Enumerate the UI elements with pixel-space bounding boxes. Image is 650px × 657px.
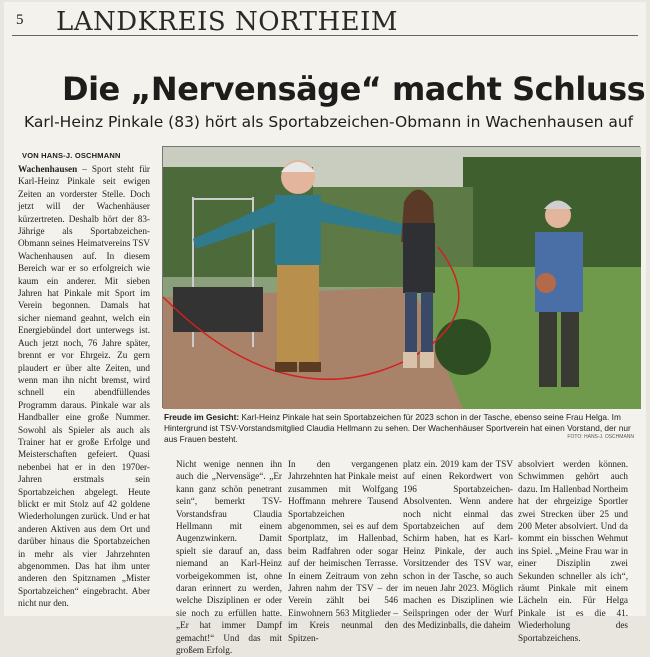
page-header	[12, 6, 638, 36]
caption-text: Karl-Heinz Pinkale hat sein Sportabzeichen für 2023 schon in der Tasche, ebenso seine Frau Helga. Im Hintergrund ist TSV-Vorstandsmitglied Claudia Hellmann zu sehen. Der Wachenhäuser Sportverein hat einen Vorstand, der nur aus Frauen besteht.	[164, 412, 631, 444]
article-headline: Die „Nervensäge“ macht Schluss	[62, 70, 646, 108]
photo-caption	[164, 412, 634, 445]
article-column-5: absolviert werden können. Schwimmen gehört auch dazu. Im Hallenbad Northeim hat der ehrgeizige Sportler zwei Strecken über 25 und 200 Meter absolviert. Und da kommt ein bisschen Wehmut ins Spiel. „Meine Frau war in einer Disziplin zwei Sekunden schneller als ich“, räumt Pinkale mit einem Lächeln ein. Für Helga Pinkale ist es die 41. Wiederholung des Sportabzeichens.	[518, 459, 628, 643]
article-subheadline: Karl-Heinz Pinkale (83) hört als Sportabzeichen-Obmann in Wachenhausen auf	[24, 113, 634, 131]
newspaper-page	[4, 2, 646, 656]
article-column-1	[18, 163, 150, 609]
column-1-text: – Sport steht für Karl-Heinz Pinkale seit ewigen Zeiten an vorderster Stelle. Doch jetzt will der Wachenhäuser kürzertreten. Deshalb hört der 83-Jährige als Sportabzeichen-Obmann seines Heimatvereins TSV Wachenhausen auf. In diesem Bereich war er so erfolgreich wie kaum ein anderer. Mit sieben Jahren hat Pinkale mit Sport im Verein begonnen. Damals hat sicher niemand geahnt, welch ein Energiebündel dort unterwegs ist. Auch jetzt noch, 76 Jahre später, brennt er vor Ehrgeiz. Zu gern plaudert er über alte Zeiten, und wenn man ihn nicht bremst, wird schnell ein abendfüllendes Programm daraus. Pinkale war als Handballer eine große Nummer. Sowohl als Spieler als auch als Trainer hat er große Erfolge und Meisterschaften gefeiert. Quasi nebenbei hat er in den 1970er-Jahren erstmals sein Sportabzeichen abgelegt. Heute blickt er mit Stolz auf 42 goldene Wiederholungen zurück. Und er hat anderen Aktiven aus dem Ort und darüber hinaus die Sportabzeichen in mehr als vier Jahrzehnten abgenommen. Das hat ihm unter anderen den Spitznamen „Mister Sportabzeichen“ eingebracht. Aber nicht nur den.	[18, 164, 150, 609]
article-column-3: In den vergangenen Jahrzehnten hat Pinkale meist zusammen mit Wolfgang Hoffmann mehrere Tausend Sportabzeichen abgenommen, sei es auf dem Sportplatz, im Hallenbad, beim Radfahren oder sogar auf der heimischen Terrasse. In einem Zeitraum von zehn Jahren nahm der TSV – der Verein zählt bei 546 Einwohnern 563 Mitglieder – im Kreis neunmal den Spitzen-	[288, 459, 398, 643]
article-column-2: Nicht wenige nennen ihn auch die „Nervensäge“. „Er kann ganz schön penetrant sein“, bemerkt TSV-Vorstandsfrau Claudia Hellmann mit einem Augenzwinkern. Damit spielt sie darauf an, dass niemand an Karl-Heinz vorbeigekommen ist, ohne daran erinnert zu werden, welche Disziplinen er oder sie noch zu erfüllen hatte. „Er hat immer Dampf gemacht!“ Und das mit großem Erfolg.	[176, 459, 282, 656]
article-photo	[162, 146, 640, 408]
caption-lead: Freude im Gesicht:	[164, 412, 240, 422]
section-title: LANDKREIS NORTHEIM	[56, 7, 399, 37]
article-byline: VON HANS-J. OSCHMANN	[22, 151, 121, 160]
dateline: Wachenhausen	[18, 164, 78, 174]
page-number: 5	[16, 12, 24, 28]
photo-credit: FOTO: HANS-J. OSCHMANN	[567, 434, 634, 440]
article-column-4: platz ein. 2019 kam der TSV auf einen Rekordwert von 196 Sportabzeichen-Absolventen. Wenn andere noch nicht einmal das Sportabzeichen auf dem Schirm haben, hat es Karl-Heinz Pinkale, der auch Vorsitzender des TSV war, schon in der Tasche, so auch im neuen Jahr 2023. Möglich machen es Disziplinen wie Seilspringen oder der Wurf des Medizinballs, die daheim	[403, 459, 513, 631]
